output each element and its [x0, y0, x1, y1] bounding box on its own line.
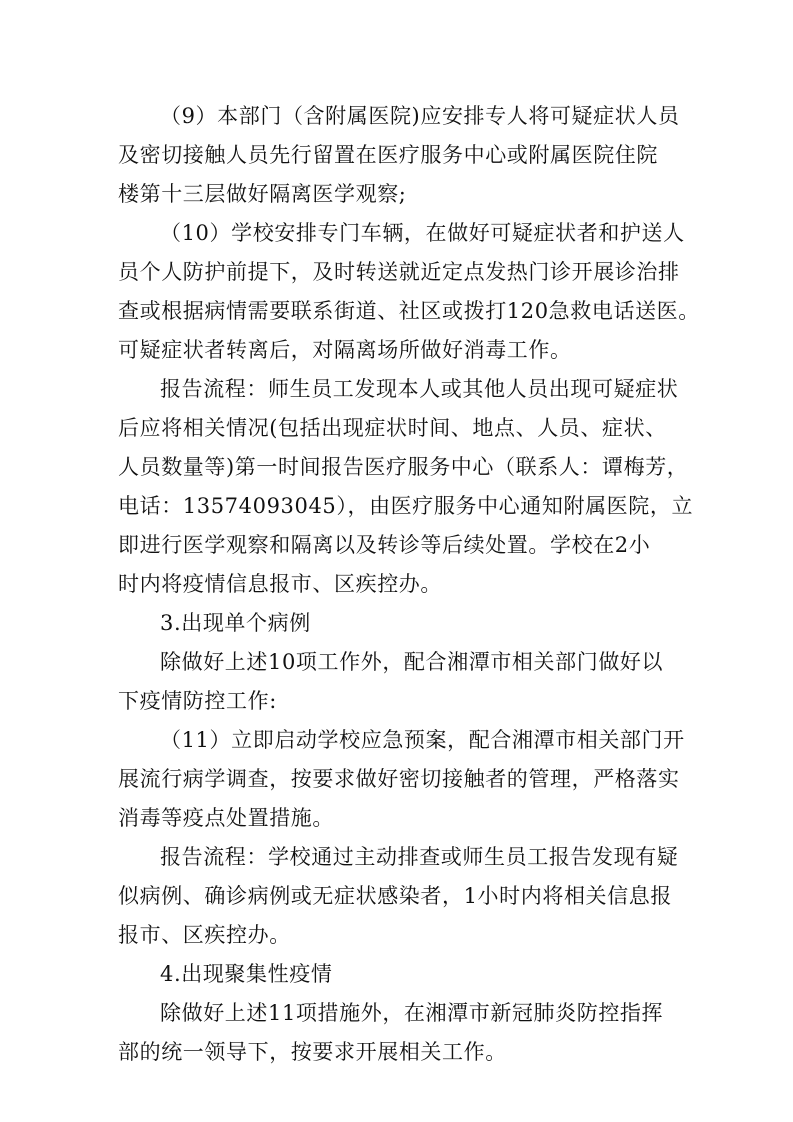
paragraph-line: 除做好上述11项措施外，在湘潭市新冠肺炎防控指挥	[160, 1001, 664, 1025]
section-heading: 4.出现聚集性疫情	[160, 962, 333, 986]
paragraph-line: 即进行医学观察和隔离以及转诊等后续处置。学校在2小	[118, 533, 651, 557]
paragraph-line: 时内将疫情信息报市、区疾控办。	[118, 572, 442, 596]
paragraph-line: 报告流程：师生员工发现本人或其他人员出现可疑症状	[160, 377, 679, 401]
paragraph-line: 人员数量等)第一时间报告医疗服务中心（联系人：谭梅芳，	[118, 455, 689, 479]
paragraph-line: （10）学校安排专门车辆，在做好可疑症状者和护送人	[160, 221, 685, 245]
paragraph-line: （9）本部门（含附属医院)应安排专人将可疑症状人员	[160, 104, 680, 128]
paragraph-line: 展流行病学调查，按要求做好密切接触者的管理，严格落实	[118, 767, 680, 791]
paragraph-line: 报告流程：学校通过主动排查或师生员工报告发现有疑	[160, 845, 679, 869]
paragraph-line: 下疫情防控工作:	[118, 689, 277, 713]
paragraph-line: （11）立即启动学校应急预案，配合湘潭市相关部门开	[160, 728, 685, 752]
paragraph-line: 消毒等疫点处置措施。	[118, 806, 334, 830]
section-heading: 3.出现单个病例	[160, 611, 311, 635]
paragraph-line: 后应将相关情况(包括出现症状时间、地点、人员、症状、	[118, 416, 667, 440]
paragraph-line: 似病例、确诊病例或无症状感染者，1小时内将相关信息报	[118, 884, 672, 908]
paragraph-line: 楼第十三层做好隔离医学观察;	[118, 182, 407, 206]
paragraph-line: 部的统一领导下，按要求开展相关工作。	[118, 1040, 507, 1064]
paragraph-line: 查或根据病情需要联系街道、社区或拨打120急救电话送医。	[118, 299, 700, 323]
paragraph-line: 报市、区疾控办。	[118, 923, 291, 947]
paragraph-line: 及密切接触人员先行留置在医疗服务中心或附属医院住院	[118, 143, 658, 167]
paragraph-line: 除做好上述10项工作外，配合湘潭市相关部门做好以	[160, 650, 664, 674]
paragraph-line: 员个人防护前提下，及时转送就近定点发热门诊开展诊治排	[118, 260, 680, 284]
paragraph-line: 电话：13574093045），由医疗服务中心通知附属医院，立	[118, 494, 694, 518]
paragraph-line: 可疑症状者转离后，对隔离场所做好消毒工作。	[118, 338, 572, 362]
